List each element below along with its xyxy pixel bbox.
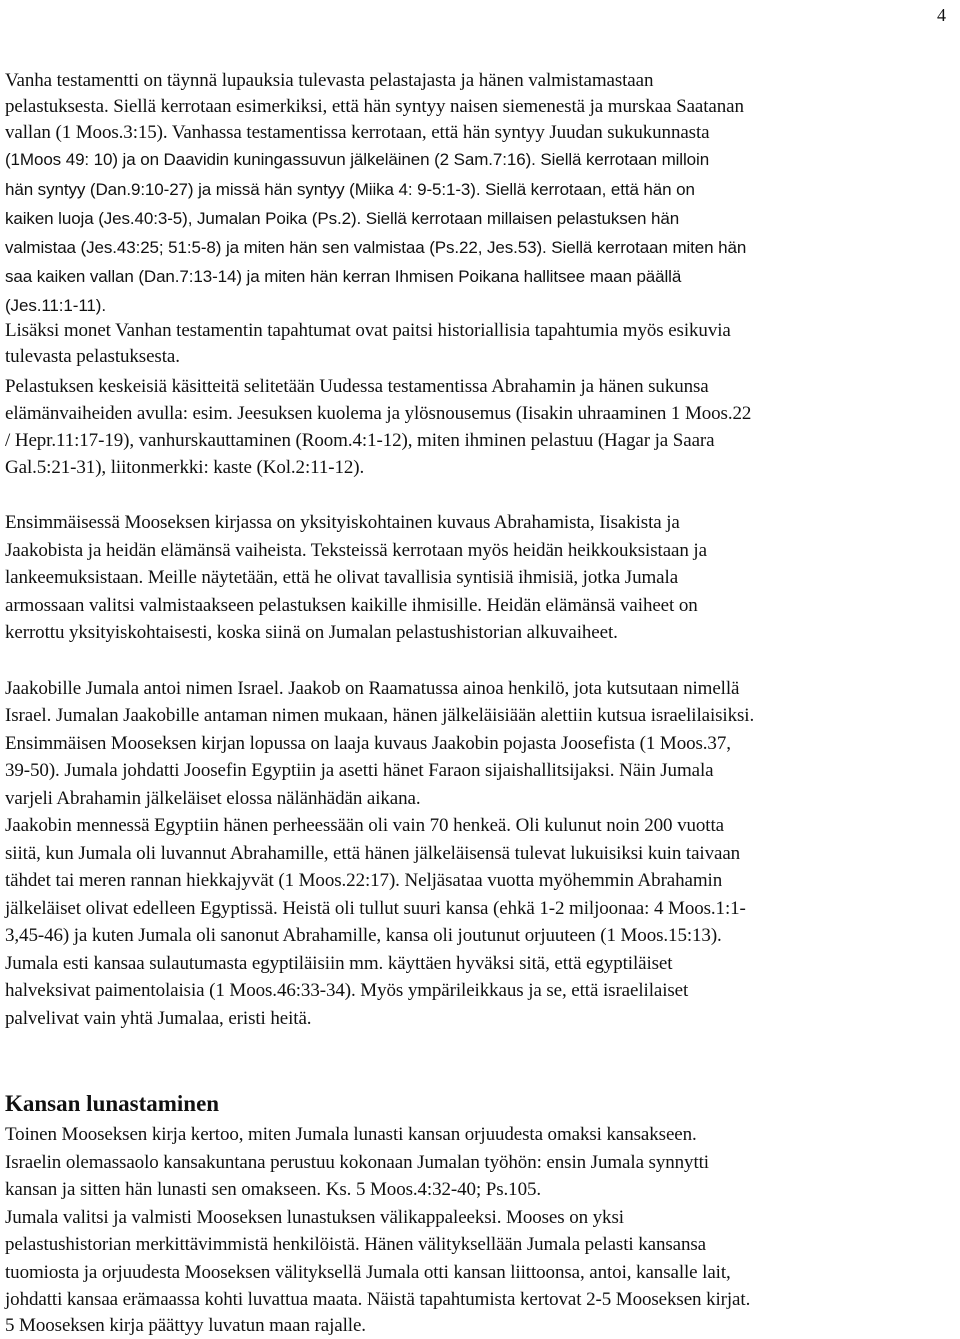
text-line: tulevasta pelastuksesta. — [5, 346, 180, 367]
text-line: Jaakobista ja heidän elämänsä vaiheista. Teksteissä kerrotaan myös heidän heikkouksistaan ja — [5, 540, 707, 561]
text-line: pelastuksesta. Siellä kerrotaan esimerkiksi, että hän syntyy naisen siemenestä ja murskaa Saatanan — [5, 96, 744, 117]
text-line: halveksivat paimentolaisia (1 Moos.46:33-34). Myös ympärileikkaus ja se, että israelilaiset — [5, 980, 689, 1001]
text-line: siitä, kun Jumala oli luvannut Abrahamille, että hänen jälkeläisensä tulevat lukuisiksi kuin taivaan — [5, 843, 741, 864]
text-line: Vanha testamentti on täynnä lupauksia tulevasta pelastajasta ja hänen valmistamastaan — [5, 70, 654, 91]
text-line: (1Moos 49: 10) ja on Daavidin kuningassuvun jälkeläinen (2 Sam.7:16). Siellä kerrotaan milloin — [5, 150, 710, 169]
text-line: 39-50). Jumala johdatti Joosefin Egyptiin ja asetti hänet Faraon sijaishallitsijaksi. Näin Jumala — [5, 760, 714, 781]
text-line: elämänvaiheiden avulla: esim. Jeesuksen kuolema ja ylösnousemus (Iisakin uhraaminen 1 Moos.22 — [5, 403, 752, 424]
text-line: Ensimmäisessä Mooseksen kirjassa on yksityiskohtainen kuvaus Abrahamista, Iisakista ja — [5, 512, 680, 533]
text-line: / Hepr.11:17-19), vanhurskauttaminen (Room.4:1-12), miten ihminen pelastuu (Hagar ja Saara — [5, 430, 715, 451]
text-line: Lisäksi monet Vanhan testamentin tapahtumat ovat paitsi historiallisia tapahtumia myös esikuvia — [5, 320, 731, 341]
text-line: Jumala esti kansaa sulautumasta egyptiläisiin mm. käyttäen hyväksi sitä, että egyptiläiset — [5, 953, 673, 974]
text-line: palvelivat vain yhtä Jumalaa, eristi heitä. — [5, 1008, 312, 1029]
text-line: lankeemuksistaan. Meille näytetään, että he olivat tavallisia syntisiä ihmisiä, jotka Jumala — [5, 567, 679, 588]
text-line: hän syntyy (Dan.9:10-27) ja missä hän syntyy (Miika 4: 9-5:1-3). Siellä kerrotaan, että hän on — [5, 180, 695, 199]
text-line: kaiken luoja (Jes.40:3-5), Jumalan Poika (Ps.2). Siellä kerrotaan millaisen pelastuksen hän — [5, 209, 680, 228]
text-line: pelastushistorian merkittävimmistä henkilöistä. Hänen välityksellään Jumala pelasti kansansa — [5, 1234, 707, 1255]
text-line: valmistaa (Jes.43:25; 51:5-8) ja miten hän sen valmistaa (Ps.22, Jes.53). Siellä kerrotaan miten hän — [5, 238, 747, 257]
text-line: Jaakobille Jumala antoi nimen Israel. Jaakob on Raamatussa ainoa henkilö, jota kutsutaan nimellä — [5, 678, 740, 699]
text-line: jälkeläiset olivat edelleen Egyptissä. Heistä oli tullut suuri kansa (ehkä 1-2 miljoonaa: 4 Moos.1:1- — [5, 898, 746, 919]
text-line: 5 Mooseksen kirja päättyy luvatun maan rajalle. — [5, 1315, 366, 1336]
text-line: kerrottu yksityiskohtaisesti, koska siinä on Jumalan pelastushistorian alkuvaiheet. — [5, 622, 618, 643]
text-line: tuomiosta ja orjuudesta Mooseksen välityksellä Jumala otti kansan liittoonsa, antoi, kansalle lait, — [5, 1262, 731, 1283]
text-line: Israelin olemassaolo kansakuntana perustuu kokonaan Jumalan työhön: ensin Jumala synnytti — [5, 1152, 709, 1173]
text-line: Ensimmäisen Mooseksen kirjan lopussa on laaja kuvaus Jaakobin pojasta Joosefista (1 Moos.37, — [5, 733, 731, 754]
text-line: Israel. Jumalan Jaakobille antaman nimen mukaan, hänen jälkeläisiään alettiin kutsua israelilaisiksi. — [5, 705, 755, 726]
text-line: armossaan valitsi valmistaakseen pelastuksen kaikille ihmisille. Heidän elämänsä vaiheet on — [5, 595, 698, 616]
text-line: vallan (1 Moos.3:15). Vanhassa testamentissa kerrotaan, että hän syntyy Juudan sukukunnasta — [5, 122, 710, 143]
text-line: Jumala valitsi ja valmisti Mooseksen lunastuksen välikappaleeksi. Mooses on yksi — [5, 1207, 624, 1228]
text-line: johdatti kansaa erämaassa kohti luvattua maata. Näistä tapahtumista kertovat 2-5 Mooseksen kirjat. — [5, 1289, 751, 1310]
text-line: Jaakobin mennessä Egyptiin hänen perheessään oli vain 70 henkeä. Oli kulunut noin 200 vuotta — [5, 815, 724, 836]
text-line: tähdet tai meren rannan hiekkajyvät (1 Moos.22:17). Neljäsataa vuotta myöhemmin Abrahamin — [5, 870, 723, 891]
text-line: 3,45-46) ja kuten Jumala oli sanonut Abrahamille, kansa oli joutunut orjuuteen (1 Moos.15:13). — [5, 925, 722, 946]
text-line: Gal.5:21-31), liitonmerkki: kaste (Kol.2:11-12). — [5, 457, 365, 478]
page-number: 4 — [937, 5, 946, 25]
text-line: varjeli Abrahamin jälkeläiset elossa nälänhädän aikana. — [5, 788, 421, 809]
text-line: Pelastuksen keskeisiä käsitteitä selitetään Uudessa testamentissa Abrahamin ja hänen sukunsa — [5, 376, 709, 397]
text-line: (Jes.11:1-11). — [5, 296, 106, 315]
section-heading: Kansan lunastaminen — [5, 1091, 220, 1116]
text-line: kansan ja sitten hän lunasti sen omakseen. Ks. 5 Moos.4:32-40; Ps.105. — [5, 1179, 542, 1200]
text-line: Toinen Mooseksen kirja kertoo, miten Jumala lunasti kansan orjuudesta omaksi kansakseen. — [5, 1124, 697, 1145]
text-line: saa kaiken vallan (Dan.7:13-14) ja miten hän kerran Ihmisen Poikana hallitsee maan päällä — [5, 267, 682, 286]
